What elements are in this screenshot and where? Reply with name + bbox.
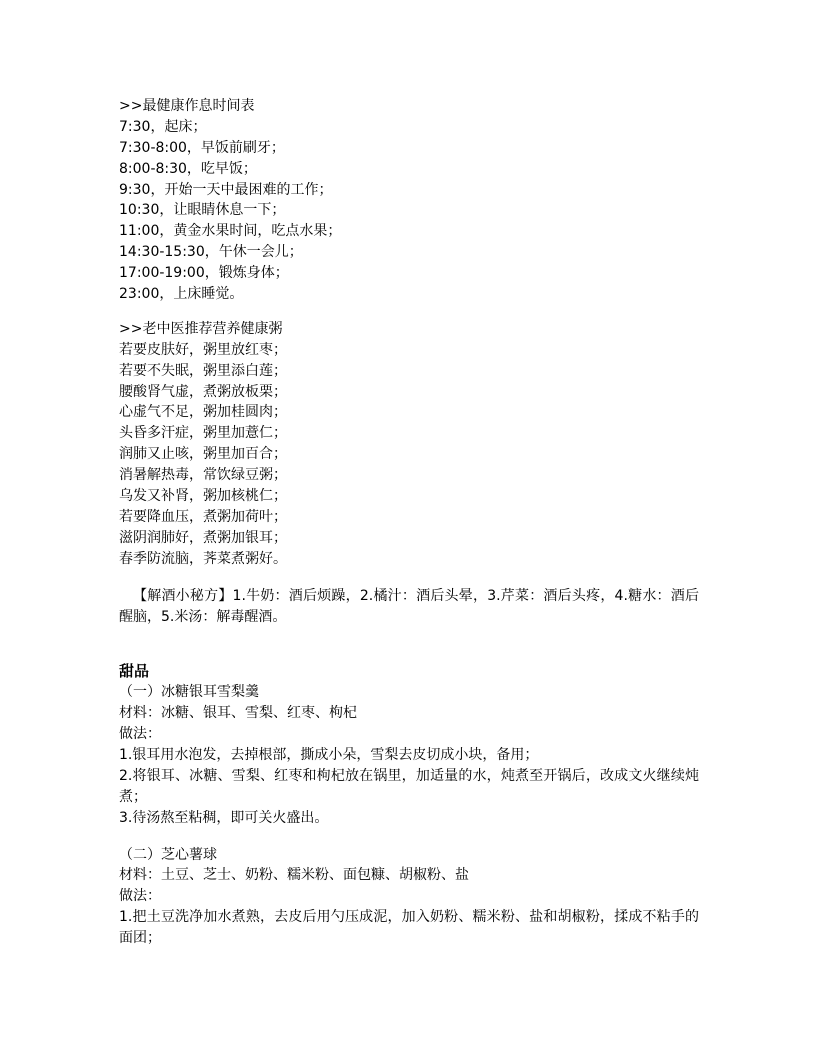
- porridge-item: 春季防流脑，荠菜煮粥好。: [119, 550, 287, 567]
- porridge-item: 乌发又补肾，粥加核桃仁；: [119, 488, 287, 505]
- schedule-title: >>最健康作息时间表: [119, 98, 255, 114]
- recipe-1: [119, 682, 699, 828]
- porridge-item: 若要不失眠，粥里添白莲；: [119, 362, 287, 379]
- schedule-item: 10:30，让眼睛休息一下；: [119, 202, 286, 219]
- recipe-step: 3.待汤熬至粘稠，即可关火盛出。: [119, 809, 329, 826]
- schedule-item: 7:30-8:00，早饭前刷牙；: [119, 139, 285, 156]
- recipe-title: （一）冰糖银耳雪梨羹: [119, 684, 259, 701]
- recipe-step: 2.将银耳、冰糖、雪梨、红枣和枸杞放在锅里，加适量的水，炖煮至开锅后，改成文火继续炖煮；: [119, 767, 699, 805]
- spacer: [119, 570, 699, 586]
- porridge-item: 消暑解热毒，常饮绿豆粥；: [119, 467, 287, 484]
- porridge-item: 头昏多汗症，粥里加薏仁；: [119, 425, 287, 442]
- schedule-item: 14:30-15:30，午休一会儿；: [119, 244, 303, 261]
- recipe-method-label: 做法：: [119, 888, 161, 905]
- schedule-item: 9:30，开始一天中最困难的工作；: [119, 181, 333, 198]
- recipe-2: [119, 845, 699, 949]
- porridge-section: [119, 319, 699, 570]
- desserts-heading: 甜品: [119, 662, 150, 681]
- porridge-item: 心虚气不足，粥加桂圆肉；: [119, 404, 287, 421]
- schedule-item: 11:00，黄金水果时间，吃点水果；: [119, 223, 342, 240]
- spacer: [119, 627, 699, 661]
- schedule-item: 7:30，起床；: [119, 118, 207, 135]
- schedule-item: 23:00，上床睡觉。: [119, 286, 244, 303]
- porridge-item: 若要降血压，煮粥加荷叶；: [119, 508, 287, 525]
- hangover-remedy-paragraph: 【解酒小秘方】1.牛奶：酒后烦躁，2.橘汁：酒后头晕，3.芹菜：酒后头疼，4.糖水：酒后醒脑，5.米汤：解毒醒酒。: [119, 587, 699, 625]
- porridge-item: 润肺又止咳，粥里加百合；: [119, 446, 287, 463]
- recipe-materials: 材料：土豆、芝士、奶粉、糯米粉、面包糠、胡椒粉、盐: [119, 867, 469, 884]
- porridge-title: >>老中医推荐营养健康粥: [119, 320, 283, 337]
- desserts-section: [119, 661, 699, 949]
- schedule-item: 17:00-19:00，锻炼身体；: [119, 265, 289, 282]
- porridge-item: 若要皮肤好，粥里放红枣；: [119, 341, 287, 358]
- recipe-step: 1.把土豆洗净加水煮熟，去皮后用勺压成泥，加入奶粉、糯米粉、盐和胡椒粉，揉成不粘手的面团；: [119, 909, 699, 947]
- schedule-section: [119, 96, 699, 305]
- porridge-item: 滋阴润肺好，煮粥加银耳；: [119, 529, 287, 546]
- porridge-item: 腰酸肾气虚，煮粥放板栗；: [119, 383, 287, 400]
- recipe-method-label: 做法：: [119, 726, 161, 743]
- spacer: [119, 829, 699, 845]
- spacer: [119, 305, 699, 319]
- recipe-title: （二）芝心薯球: [119, 846, 217, 863]
- recipe-materials: 材料：冰糖、银耳、雪梨、红枣、枸杞: [119, 705, 357, 722]
- schedule-item: 8:00-8:30，吃早饭；: [119, 160, 257, 177]
- document-page: [119, 96, 699, 949]
- recipe-step: 1.银耳用水泡发，去掉根部，撕成小朵，雪梨去皮切成小块，备用；: [119, 746, 539, 763]
